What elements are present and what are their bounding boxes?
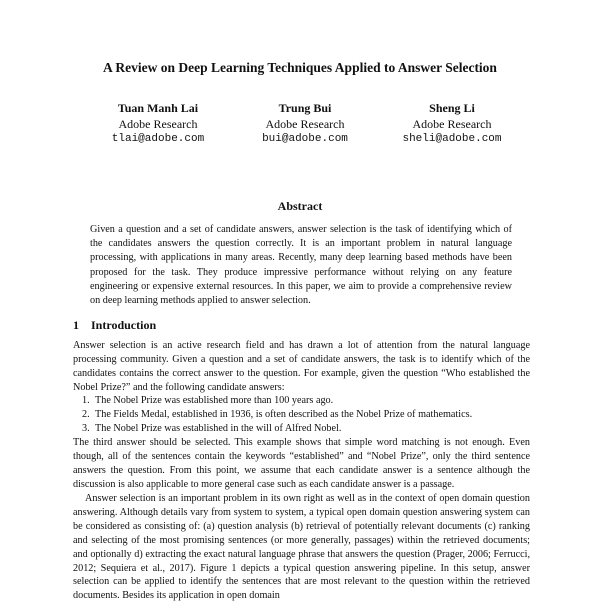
author-affiliation: Adobe Research [118,116,198,131]
list-text: The Nobel Prize was established in the will of Alfred Nobel. [95,422,342,434]
list-text: The Nobel Prize was established more than 100 years ago. [95,395,334,406]
list-number: 1. [82,395,90,406]
author-email: bui@adobe.com [262,133,348,145]
candidate-list [82,394,530,436]
intro-paragraph-2: The third answer should be selected. This example shows that simple word matching is not enough. Even though, all of the sentences contain the keywords “established” and “Nobel Prize”, only the third sentence answers the question. From this point, we assume that each candidate answer is a sentence although the discussion is also applicable to more general case such as each candidate answer is a passage. [73,437,530,490]
author-2 [220,101,390,148]
list-number: 2. [82,408,90,420]
list-item [82,422,530,436]
author-name: Trung Bui [278,101,332,115]
abstract-text: Given a question and a set of candidate answers, answer selection is the task of identifying which of the candidates answers the question correctly. It is an important problem in natural language processing, with applications in many areas. Recently, many deep learning based methods have been proposed for the task. They produce impressive performance without relying on any feature engineering or expensive external resources. In this paper, we aim to provide a comprehensive review on deep learning methods applied to answer selection. [90,224,512,307]
author-name: Tuan Manh Lai [117,101,199,115]
list-item [82,394,530,408]
paper-title: A Review on Deep Learning Techniques Applied to Answer Selection [103,60,497,75]
abstract-heading: Abstract [277,199,323,213]
intro-paragraph-1: Answer selection is an active research field and has drawn a lot of attention from the natural language processing community. Given a question and a set of candidate answers, the task is to identify which of the candidates contains the correct answer to the question. For example, given the question “Who established the Nobel Prize?” and the following candidate answers: [73,340,530,393]
list-text: The Fields Medal, established in 1936, is often described as the Nobel Prize of mathematics. [95,408,473,420]
author-email: sheli@adobe.com [402,133,502,145]
author-1 [73,101,243,148]
author-name: Sheng Li [429,101,475,115]
intro-paragraph-3: Answer selection is an important problem in its own right as well as in the context of open domain question answering. Although details vary from system to system, a typical open domain question answering system can be considered as consisting of: (a) question analysis (b) retrieval of potentially relevant documents (c) ranking and selecting of the most promising sentences (or more generally, passages) within the retrieved documents; and optionally d) extracting the exact natural language phrase that answers the question (Prager, 2006; Ferrucci, 2012; Sequiera et al., 2017). Figure 1 depicts a typical question answering pipeline. In this setup, answer selection can be applied to identify the sentences that are most relevant to the question within the retrieved documents. Besides its application in open domain [73,493,530,602]
section-heading [73,318,156,333]
author-email: tlai@adobe.com [111,133,205,145]
section-title: Introduction [91,318,157,332]
list-number: 3. [82,422,90,434]
author-affiliation: Adobe Research [412,116,492,131]
section-number: 1 [73,318,79,332]
author-affiliation: Adobe Research [265,116,345,131]
author-3 [367,101,537,148]
list-item [82,408,530,422]
